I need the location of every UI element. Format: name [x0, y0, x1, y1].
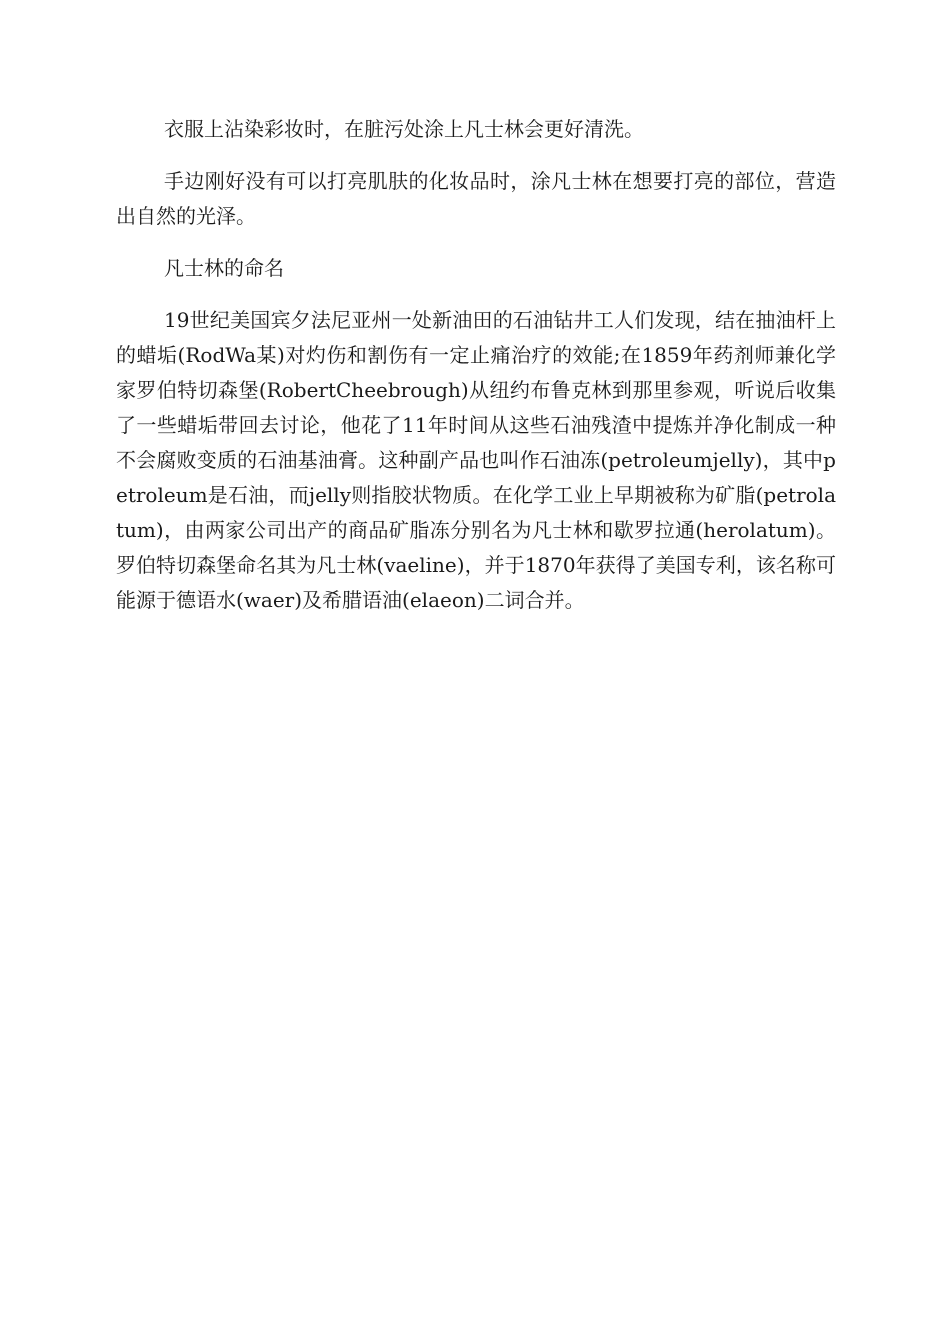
document-body [116, 112, 836, 635]
paragraph-makeup-stain: 衣服上沾染彩妆时，在脏污处涂上凡士林会更好清洗。 [164, 117, 644, 141]
paragraph-naming-history: 19世纪美国宾夕法尼亚州一处新油田的石油钻井工人们发现，结在抽油杆上的蜡垢(RodWa某)对灼伤和割伤有一定止痛治疗的效能;在1859年药剂师兼化学家罗伯特切森堡(RobertCheebrough)从纽约布鲁克林到那里参观，听说后收集了一些蜡垢带回去讨论，他花了11年时间从这些石油残渣中提炼并净化制成一种不会腐败变质的石油基油膏。这种副产品也叫作石油冻(petroleumjelly)，其中petroleum是石油，而jelly则指胶状物质。在化学工业上早期被称为矿脂(petrolatum)，由两家公司出产的商品矿脂冻分别名为凡士林和歇罗拉通(herolatum)。罗伯特切森堡命名其为凡士林(vaeline)，并于1870年获得了美国专利，该名称可能源于德语水(waer)及希腊语油(elaeon)二词合并。 [116, 308, 836, 612]
section-heading-naming: 凡士林的命名 [164, 256, 284, 280]
paragraph-highlight-skin: 手边刚好没有可以打亮肌肤的化妆品时，涂凡士林在想要打亮的部位，营造出自然的光泽。 [116, 169, 836, 228]
